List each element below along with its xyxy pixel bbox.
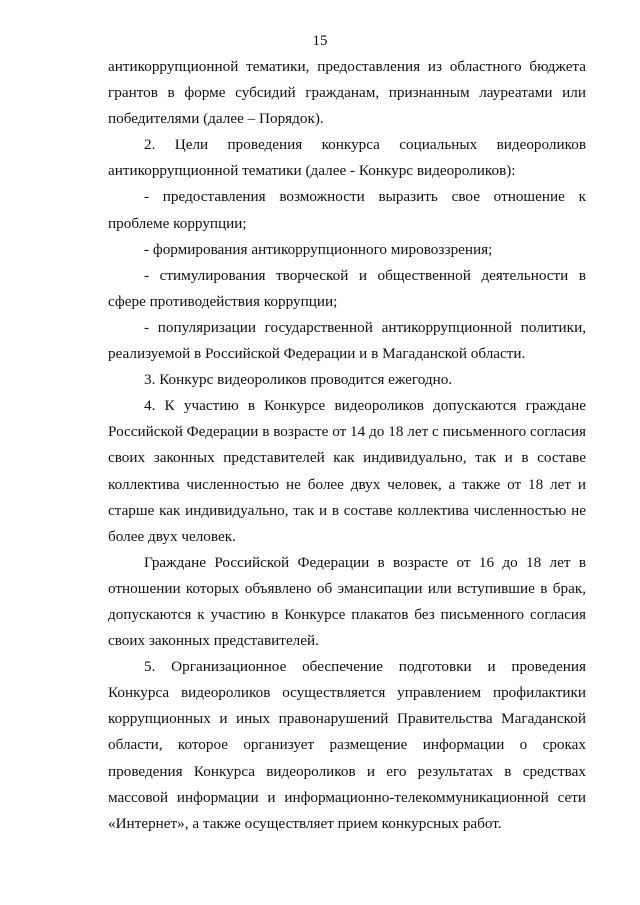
list-item-goal-1: - предоставления возможности выразить свое отношение к проблеме коррупции; — [108, 188, 586, 232]
page-number: 15 — [312, 33, 328, 49]
paragraph-annual: 3. Конкурс видеороликов проводится ежегодно. — [144, 371, 453, 389]
paragraph-organization: 5. Организационное обеспечение подготовки и проведения Конкурса видеороликов осуществляется управлением профилактики коррупционных и иных правонарушений Правительства Магаданской области, которое организует размещение информации о сроках проведения Конкурса видеороликов и его результатах в средствах массовой информации и информационно-телекоммуникационной сети «Интернет», а также осуществляет прием конкурсных работ. — [108, 658, 586, 832]
paragraph-continuation: антикоррупционной тематики, предоставления из областного бюджета грантов в форме субсидий гражданам, признанным лауреатами или победителями (далее – Порядок). — [108, 58, 586, 128]
paragraph-emancipated: Граждане Российской Федерации в возрасте от 16 до 18 лет в отношении которых объявлено об эмансипации или вступившие в брак, допускаются к участию в Конкурсе плакатов без письменного согласия своих законных представителей. — [108, 553, 586, 650]
list-item-goal-4: - популяризации государственной антикоррупционной политики, реализуемой в Российской Федерации и в Магаданской области. — [108, 318, 586, 363]
paragraph-goals: 2. Цели проведения конкурса социальных видеороликов антикоррупционной тематики (далее - Конкурс видеороликов): — [108, 136, 586, 180]
list-item-goal-3: - стимулирования творческой и общественной деятельности в сфере противодействия коррупции; — [108, 266, 586, 310]
list-item-goal-2: - формирования антикоррупционного мировоззрения; — [144, 240, 493, 258]
paragraph-participants: 4. К участию в Конкурсе видеороликов допускаются граждане Российской Федерации в возрасте от 14 до 18 лет с письменного согласия своих законных представителей как индивидуально, так и в составе коллектива численностью не более двух человек, а также от 18 лет и старше как индивидуально, так и в составе коллектива численностью не более двух человек. — [108, 397, 586, 545]
document-body — [108, 54, 586, 837]
